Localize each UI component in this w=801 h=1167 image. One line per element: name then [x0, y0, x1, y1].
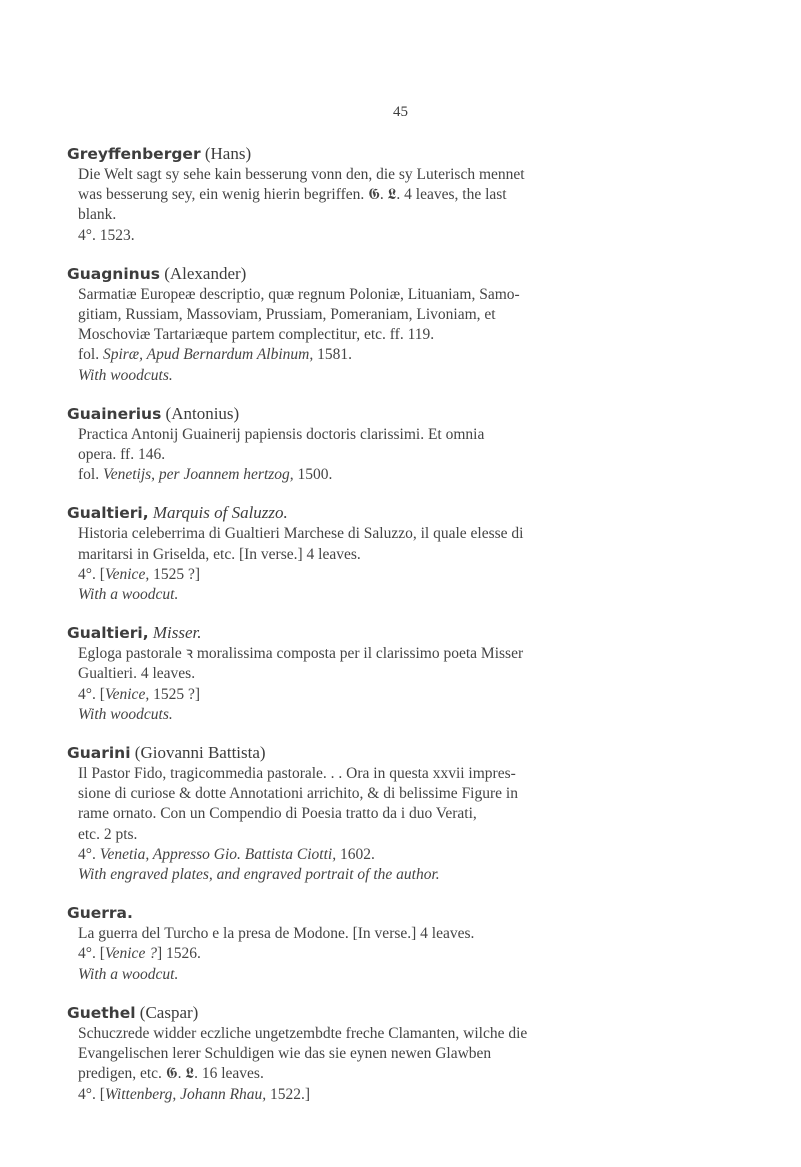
description-line: Sarmatiæ Europeæ descriptio, quæ regnum Poloniæ, Lituaniam, Samo-: [78, 285, 520, 303]
illustration-note: With woodcuts.: [78, 366, 173, 384]
imprint-date: 1522.]: [266, 1085, 311, 1103]
entry-gualtieri-misser: [67, 622, 747, 725]
entry-guarini: [67, 742, 747, 885]
author-title: Marquis of Saluzzo.: [148, 503, 288, 523]
author-forename: (Alexander): [159, 263, 247, 283]
entry-guerra: [67, 902, 747, 985]
imprint-line: [78, 565, 747, 585]
imprint-line: [78, 944, 747, 964]
entry-heading: [67, 502, 747, 524]
entry-body: [78, 1024, 747, 1105]
imprint-place: Venice,: [104, 565, 150, 583]
imprint-date: 1525 ?]: [149, 565, 200, 583]
entry-body: [78, 764, 747, 885]
author-forename: (Caspar): [135, 1002, 199, 1022]
entry-body: [78, 644, 747, 725]
imprint-date: 1525 ?]: [149, 685, 200, 703]
illustration-note: With a woodcut.: [78, 586, 179, 604]
imprint-format: 4°. [: [78, 1085, 105, 1103]
page-number: 45: [393, 104, 408, 120]
author-name: Guarini: [67, 744, 131, 763]
description-line: Gualtieri. 4 leaves.: [78, 665, 196, 683]
description-line: Il Pastor Fido, tragicommedia pastorale. . . Ora in questa xxvii impres-: [78, 765, 516, 783]
entry-gualtieri-marquis: [67, 502, 747, 605]
entry-heading: [67, 403, 747, 425]
entry-guagninus: [67, 263, 747, 386]
author-name: Guethel: [67, 1003, 136, 1022]
entry-heading: [67, 143, 747, 165]
description-line: was besserung sey, ein wenig hierin begriffen. 𝕲. 𝕷. 4 leaves, the last: [78, 186, 507, 204]
author-name: Guainerius: [67, 404, 162, 423]
description-line: rame ornato. Con un Compendio di Poesia tratto da i duo Verati,: [78, 805, 477, 823]
description-line: opera. ff. 146.: [78, 446, 166, 464]
imprint-date: ] 1526.: [156, 945, 201, 963]
imprint-place-printer: Spiræ, Apud Bernardum Albinum,: [102, 346, 314, 364]
author-title: Misser.: [148, 623, 202, 643]
author-forename: (Antonius): [161, 403, 240, 423]
imprint-place-printer: Venetia, Appresso Gio. Battista Ciotti,: [99, 845, 337, 863]
entry-body: [78, 524, 747, 605]
entry-body: [78, 924, 747, 985]
imprint-place: Venice ?: [104, 945, 157, 963]
description-line: maritarsi in Griselda, etc. [In verse.] 4 leaves.: [78, 545, 361, 563]
imprint-line: 4°. 1523.: [78, 226, 135, 244]
author-forename: (Hans): [200, 144, 252, 163]
description-line: La guerra del Turcho e la presa de Modone. [In verse.] 4 leaves.: [78, 925, 475, 943]
description-line: Die Welt sagt sy sehe kain besserung vonn den, die sy Luterisch mennet: [78, 166, 525, 183]
author-name: Gualtieri,: [67, 624, 149, 643]
description-line: sione di curiose & dotte Annotationi arrichito, & di belissime Figure in: [78, 785, 518, 803]
entry-body: [78, 285, 747, 386]
imprint-date: 1581.: [313, 346, 352, 364]
imprint-line: [78, 685, 747, 705]
imprint-format: 4°. [: [78, 945, 105, 963]
author-name: Guagninus: [67, 264, 160, 283]
description-line: Moschoviæ Tartariæque partem complectitur, etc. ff. 119.: [78, 326, 435, 344]
imprint-format: fol.: [78, 346, 103, 364]
description-line: Practica Antonij Guainerij papiensis doctoris clarissimi. Et omnia: [78, 425, 485, 443]
description-line: etc. 2 pts.: [78, 825, 138, 843]
imprint-place-printer: Venetijs, per Joannem hertzog,: [102, 466, 294, 484]
description-line: Historia celeberrima di Gualtieri Marchese di Saluzzo, il quale elesse di: [78, 525, 524, 543]
imprint-line: [78, 465, 747, 485]
imprint-line: [78, 845, 747, 865]
description-line: Egloga pastorale ꝛ moralissima composta per il clarissimo poeta Misser: [78, 645, 524, 663]
catalogue-entries: [67, 143, 747, 1122]
entry-heading: [67, 622, 747, 644]
imprint-line: [78, 1085, 747, 1105]
description-line: blank.: [78, 206, 117, 224]
imprint-date: 1602.: [336, 845, 375, 863]
illustration-note: With a woodcut.: [78, 965, 179, 983]
illustration-note: With woodcuts.: [78, 705, 173, 723]
imprint-date: 1500.: [293, 466, 333, 484]
imprint-line: [78, 345, 747, 365]
imprint-format: fol.: [78, 466, 103, 484]
imprint-format: 4°. [: [78, 565, 105, 583]
entry-heading: [67, 742, 747, 764]
entry-body: [78, 425, 747, 486]
entry-guethel: [67, 1002, 747, 1105]
entry-heading: [67, 902, 747, 924]
imprint-place-printer: Wittenberg, Johann Rhau,: [104, 1085, 267, 1103]
imprint-place: Venice,: [104, 685, 150, 703]
description-line: Evangelischen lerer Schuldigen wie das sie eynen newen Glawben: [78, 1045, 492, 1063]
description-line: gitiam, Russiam, Massoviam, Prussiam, Pomeraniam, Livoniam, et: [78, 306, 496, 324]
imprint-format: 4°. [: [78, 685, 105, 703]
entry-guainerius: [67, 403, 747, 486]
imprint-format: 4°.: [78, 845, 100, 863]
entry-greyffenberger: [67, 143, 747, 246]
description-line: Schuczrede widder eczliche ungetzembdte freche Clamanten, wilche die: [78, 1024, 528, 1042]
entry-body: [78, 165, 747, 246]
entry-heading: [67, 263, 747, 285]
author-name: Guerra.: [67, 904, 133, 923]
entry-heading: [67, 1002, 747, 1024]
description-line: predigen, etc. 𝕲. 𝕷. 16 leaves.: [78, 1065, 264, 1083]
author-name: Greyffenberger: [67, 145, 201, 163]
illustration-note: With engraved plates, and engraved portrait of the author.: [78, 866, 440, 884]
author-name: Gualtieri,: [67, 504, 149, 523]
author-forename: (Giovanni Battista): [130, 743, 266, 763]
